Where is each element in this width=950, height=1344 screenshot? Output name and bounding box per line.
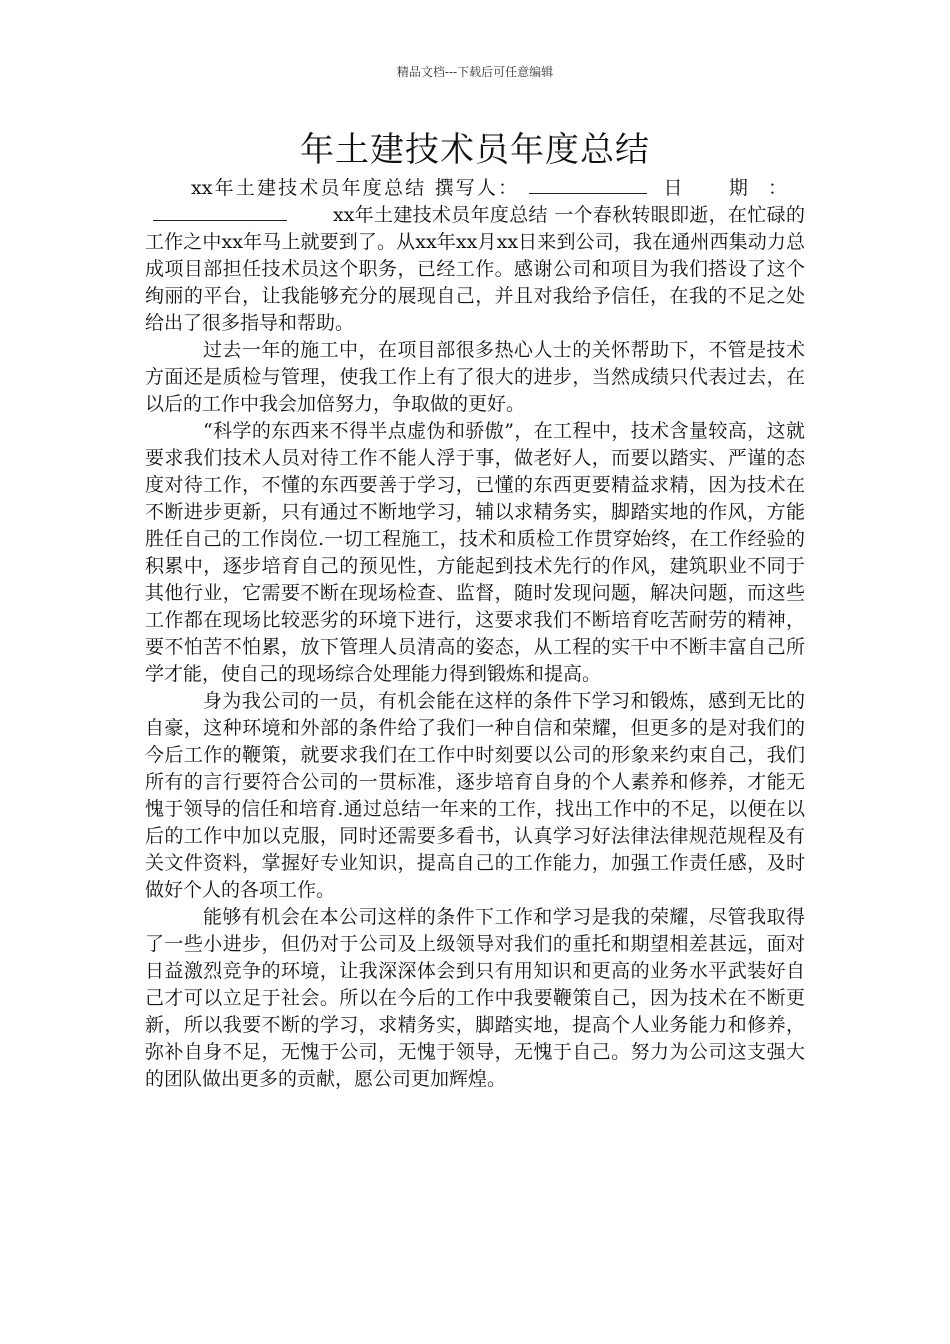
- meta-subject: xx年土建技术员年度总结: [191, 177, 427, 199]
- paragraph-4: 身为我公司的一员，有机会能在这样的条件下学习和锻炼，感到无比的自豪，这种环境和外部的条件给了我们一种自信和荣耀，但更多的是对我们的今后工作的鞭策，就要求我们在工作中时刻要以公司的形象来约束自己，我们所有的言行要符合公司的一贯标准，逐步培育自身的个人素养和修养，才能无愧于领导的信任和培育.通过总结一年来的工作，找出工作中的不足，以便在以后的工作中加以克服，同时还需要多看书，认真学习好法律法律规范规程及有关文件资料，掌握好专业知识，提高自己的工作能力，加强工作责任感，及时做好个人的各项工作。: [145, 690, 805, 901]
- date-blank-field: [153, 202, 197, 221]
- document-body: [145, 175, 805, 1093]
- document-title: 年土建技术员年度总结: [300, 130, 650, 170]
- author-blank-field: [529, 175, 647, 194]
- date-label: 日 期：: [661, 177, 805, 199]
- author-label: 撰写人：: [434, 177, 520, 199]
- paragraph-5: 能够有机会在本公司这样的条件下工作和学习是我的荣耀，尽管我取得了一些小进步，但仍对于公司及上级领导对我们的重托和期望相差甚远，面对日益激烈竞争的环境，让我深深体会到只有用知识和更高的业务水平武装好自己才可以立足于社会。所以在今后的工作中我要鞭策自己，因为技术在不断更新，所以我要不断的学习，求精务实，脚踏实地，提高个人业务能力和修养，弥补自身不足，无愧于公司，无愧于领导，无愧于自己。努力为公司这支强大的团队做出更多的贡献，愿公司更加辉煌。: [145, 906, 805, 1090]
- paragraph-1: 一个春秋转眼即逝，在忙碌的工作之中xx年马上就要到了。从xx年xx月xx日来到公司，我在通州西集动力总成项目部担任技术员这个职务，已经工作。感谢公司和项目为我们搭设了这个绚丽的平台，让我能够充分的展现自己，并且对我给予信任，在我的不足之处给出了很多指导和帮助。: [145, 204, 805, 334]
- paragraph-2: 过去一年的施工中，在项目部很多热心人士的关怀帮助下，不管是技术方面还是质检与管理，使我工作上有了很大的进步，当然成绩只代表过去，在以后的工作中我会加倍努力，争取做的更好。: [145, 339, 805, 415]
- paragraph-3: “科学的东西来不得半点虚伪和骄傲”，在工程中，技术含量较高，这就要求我们技术人员对待工作不能人浮于事，做老好人，而要以踏实、严谨的态度对待工作，不懂的东西要善于学习，已懂的东西更要精益求精，因为技术在不断进步更新，只有通过不断地学习，辅以求精务实，脚踏实地的作风，方能胜任自己的工作岗位.一切工程施工，技术和质检工作贯穿始终，在工作经验的积累中，逐步培育自己的预见性，方能起到技术先行的作风，建筑职业不同于其他行业，它需要不断在现场检查、监督，随时发现问题，解决问题，而这些工作都在现场比较恶劣的环境下进行，这要求我们不断培育吃苦耐劳的精神，要不怕苦不怕累，放下管理人员清高的姿态，从工程的实干中不断丰富自己所学才能，使自己的现场综合处理能力得到锻炼和提高。: [145, 420, 805, 685]
- document-meta-line: [145, 175, 805, 337]
- page-header-watermark: 精品文档---下载后可任意编辑: [396, 65, 554, 79]
- summary-title: xx年土建技术员年度总结: [333, 204, 548, 226]
- date-blank-field-continued: [197, 202, 287, 221]
